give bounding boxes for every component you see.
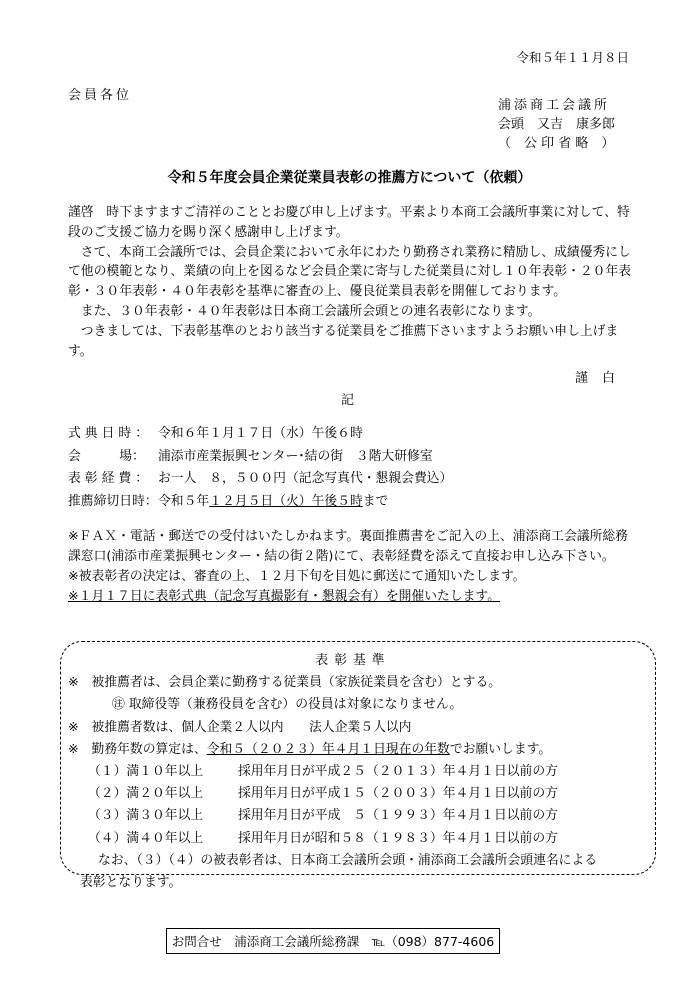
criteria-years	[68, 739, 638, 761]
criteria-years-mid: は、	[181, 741, 207, 757]
criteria-row-hire-date: 採用年月日が平成１５（２００３）年４月１日以前の方	[238, 786, 558, 802]
contact-box	[166, 928, 500, 954]
criteria-row	[68, 805, 638, 827]
body-paragraph: さて、本商工会議所では、会員企業において永年にわたり勤務され業務に精励し、成績優秀にして他の模範となり、業績の向上を図るなど会員企業に寄与した従業員に対し１０年表彰・２０年表彰・３０年表彰・４０年表彰を基準に審査の上、優良従業員表彰を開催しております。	[68, 244, 632, 300]
criteria-eligibility	[68, 672, 638, 694]
ceremony-value: 令和６年１月１７日（水）午後６時	[158, 426, 363, 441]
addressee: 会員各位	[68, 88, 133, 103]
contact-text: お問合せ 浦添商工会議所総務課 ℡（098）877-4606	[171, 934, 495, 949]
criteria-row	[68, 761, 638, 783]
note-application: ※ＦＡＸ・電話・郵送での受付はいたしかねます。裏面推薦書をご記入の上、浦添商工会議所総務課窓口(浦添市産業振興センター・結の街２階)にて、表彰経費を添えて直接お申し込み下さい。	[68, 529, 628, 564]
body-paragraph: つきましては、下表彰基準のとおり該当する従業員をご推薦下さいますようお願い申し上げます。	[68, 323, 619, 359]
body-paragraph: また、３０年表彰・４０年表彰は日本商工会議所会頭との連名表彰になります。	[68, 303, 541, 319]
notes	[68, 527, 634, 607]
event-details	[68, 423, 452, 513]
ceremony-row	[68, 423, 452, 446]
document-title: 令和５年度会員企業従業員表彰の推薦方について（依頼）	[167, 170, 532, 186]
body-text	[68, 203, 634, 361]
criteria-years-end: でお願いします。	[449, 741, 552, 757]
criteria-row-years: （２）満２０年以上	[88, 786, 204, 802]
criteria-years-mark: ※ 勤務年数の算定	[68, 741, 182, 757]
fee-label: 表彰経費：	[68, 471, 152, 487]
venue-row	[68, 446, 452, 469]
criteria	[68, 650, 638, 894]
closing: 謹白	[574, 371, 629, 386]
fee-value: お一人 ８，５００円（記念写真代・懇親会費込）	[158, 471, 453, 487]
venue-value: 浦添市産業振興センター･結の街 ３階大研修室	[158, 448, 433, 464]
deadline-post: まで	[362, 493, 389, 509]
sender-seal: （ 公 印 省 略 ）	[498, 136, 615, 151]
criteria-row	[68, 828, 638, 850]
venue-label: 会 場：	[68, 448, 145, 464]
criteria-heading: 表彰基準	[315, 653, 391, 668]
criteria-row-hire-date: 採用年月日が平成２５（２０１３）年４月１日以前の方	[238, 764, 558, 780]
note-notification: ※被表彰者の決定は、審査の上、１２月下旬を目処に郵送にて通知いたします。	[68, 569, 526, 584]
fee-row	[68, 468, 452, 491]
deadline-row	[68, 491, 452, 514]
criteria-row-hire-date: 採用年月日が昭和５８（１９８３）年４月１日以前の方	[238, 830, 558, 846]
document-date: 令和５年１１月８日	[516, 50, 629, 65]
criteria-row-hire-date: 採用年月日が平成 ５（１９９３）年４月１日以前の方	[238, 808, 558, 824]
sender-block	[498, 96, 615, 153]
criteria-years-date: 令和５（２０２３）年４月１日現在の年数	[206, 741, 450, 757]
deadline-pre: 令和５年	[158, 493, 210, 509]
criteria-eligibility-note: ㊟ 取締役等（兼務役員を含む）の役員は対象になりません。	[112, 697, 463, 713]
criteria-count-mark: ※ 被推薦者数	[68, 719, 156, 735]
criteria-footnote: なお、（３）（４）の被表彰者は、日本商工会議所会頭・浦添商工会議所会頭連名による	[98, 852, 598, 868]
ceremony-label: 式典日時：	[68, 426, 152, 441]
criteria-count-text: は、個人企業２人以内 法人企業５人以内	[155, 719, 412, 735]
sender-org: 浦添商工会議所	[498, 98, 611, 113]
criteria-eligibility-text: は、会員企業に勤務する従業員（家族従業員を含む）とする。	[142, 675, 502, 691]
ki-mark: 記	[341, 393, 355, 408]
deadline-date: １２月５日（火）午後５時	[209, 493, 363, 509]
criteria-eligibility-mark: ※ 被推薦者	[68, 675, 143, 691]
criteria-count	[68, 717, 638, 739]
sender-person: 会頭 又吉 康多郎	[498, 117, 616, 132]
criteria-row	[68, 783, 638, 805]
criteria-footnote-cont: 表彰となります。	[80, 875, 182, 891]
body-paragraph: 謹啓 時下ますますご清祥のこととお慶び申し上げます。平素より本商工会議所事業に対して、特段のご支援ご協力を賜り深く感謝申し上げます。	[68, 205, 630, 240]
criteria-row-years: （３）満３０年以上	[88, 808, 204, 824]
criteria-row-years: （４）満４０年以上	[88, 830, 204, 846]
criteria-row-years: （１）満１０年以上	[88, 764, 204, 780]
note-ceremony: ※１月１７日に表彰式典（記念写真撮影有・懇親会有）を開催いたします。	[68, 589, 500, 604]
deadline-label: 推薦締切日時：	[68, 493, 158, 509]
